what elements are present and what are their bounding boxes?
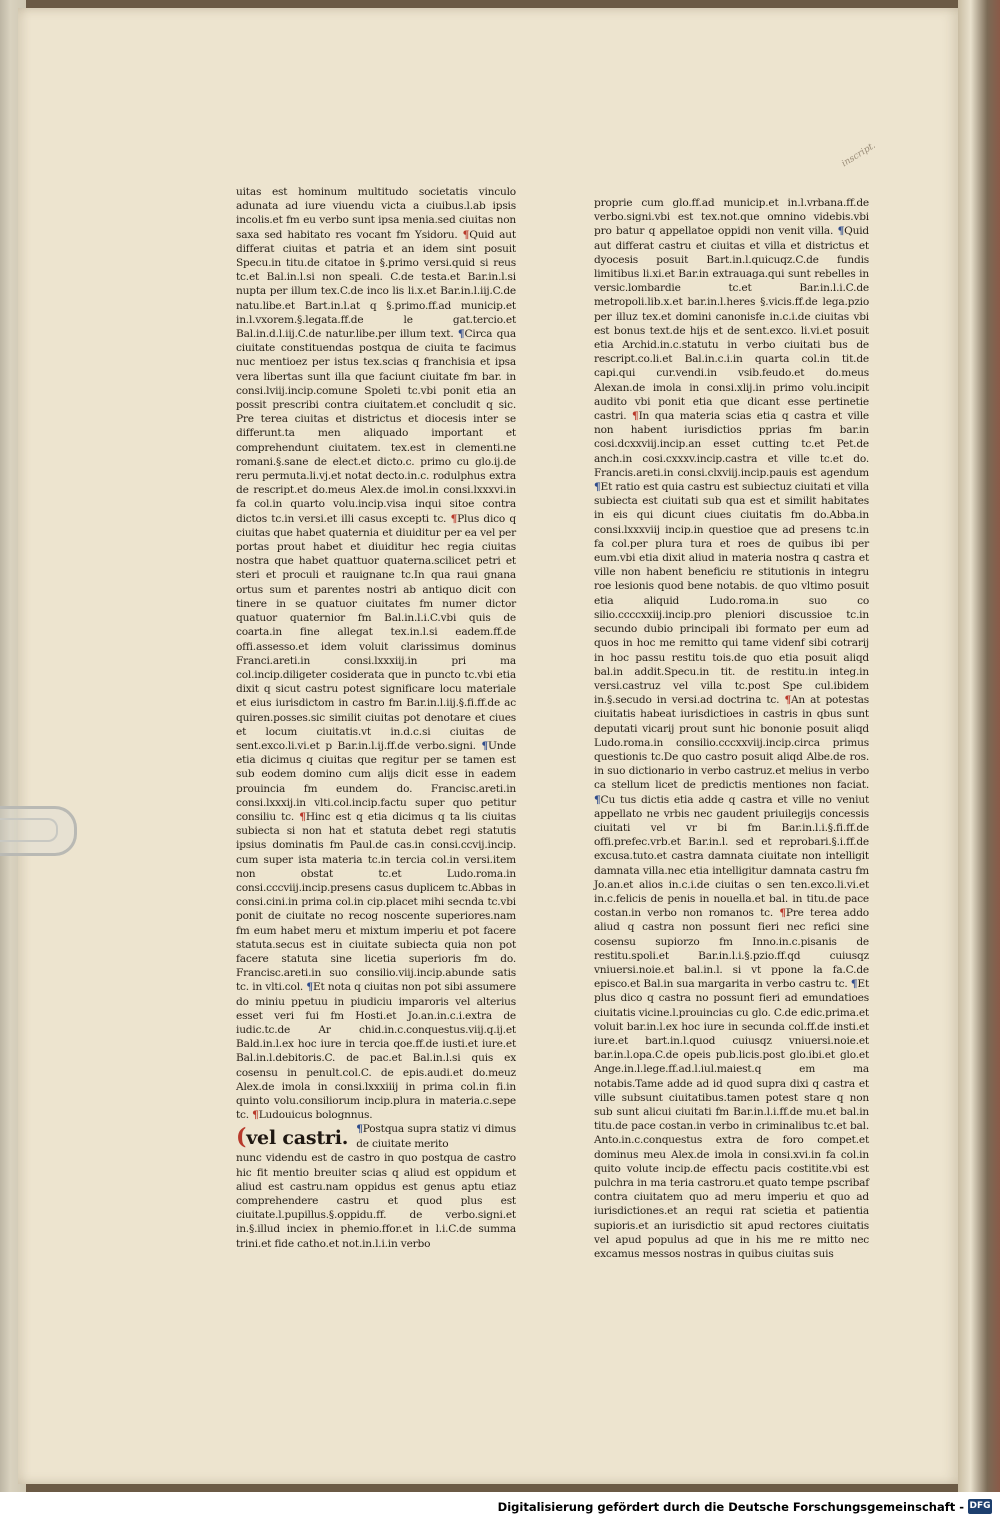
- lemma-heading: [236, 1124, 348, 1151]
- left-para-1: uitas est hominum multitudo societatis vinculo adunata ad iure viuendu victa a ciuibus.l.ab ipsis incolis.et fm eu verbo sunt ipsa menia.sed ciuitas non saxa sed habitato res vocant fm Ysidoru.: [236, 186, 516, 241]
- paragraph-mark-red: ¶: [252, 1109, 259, 1122]
- left-para-4: Unde etia dicimus q ciuitas que regitur per se tamen est sub eodem domino cum alijs dicit esse in eadem prouincia fm eundem do. Francisc.areti.in consi.lxxxij.in vlti.col.incip.factu super quo petitur consiliu tc.: [236, 739, 516, 823]
- right-para-7: Pre terea addo aliud q castra non possunt fieri nec refici sine cosensu supiorzo fm Inno.in.c.pisanis de restitu.spoli.et Bar.in.l.i.§.pzio.ff.qd cuiusqz vniuersi.noie.et bal.in.l. si vt ppone la fa.C.de episco.et Bal.in sua margarita in verbo castru tc.: [594, 907, 869, 991]
- left-para-6: Et nota q ciuitas non pot sibi assumere do miniu ppetuu in piudiciu imparoris vel alterius esset veri fui fm Hosti.et Jo.an.in.c.i.extra de iudic.tc.de Ar chid.in.c.conquestus.viij.q.ij.et Bald.in.l.ex hoc iure in tercia qoe.ff.de iusti.et iure.et Bal.in.l.debitoris.C. de pac.et Bal.in.l.si quis ex cosensu in penult.col.C. de epis.audi.et do.meuz Alex.de imola in consi.lxxxiiij in prima col.in fi.in quinto volu.consiliorum incip.plura in materia.c.sepe tc.: [236, 981, 516, 1122]
- dfg-logo: DFG: [968, 1499, 992, 1514]
- book-spine: [958, 0, 1000, 1492]
- right-text-column: [594, 196, 869, 1261]
- paragraph-mark-red: ¶: [632, 410, 639, 423]
- paragraph-mark-red: ¶: [462, 228, 470, 241]
- lemma-continuation-text: Postqua supra statiz vi dimus de ciuitate merito: [356, 1123, 516, 1150]
- paragraph-mark-red: ¶: [779, 907, 786, 920]
- left-para-6-tail: Ludouicus bolognnus.: [258, 1109, 373, 1122]
- right-para-3: In qua materia scias etia q castra et ville non habent iurisdictios pprias fm bar.in cosi.dcxxviij.incip.an esset cutting tc.et Pet.de anch.in cosi.cxxxv.incip.castra et ville tc.et do. Francis.areti.in consi.clxviij.incip.pauis est agendum: [594, 410, 869, 479]
- lemma-row: [236, 1122, 516, 1151]
- paragraph-mark-red: ¶: [299, 810, 306, 823]
- marginal-note: inscript.: [840, 140, 878, 170]
- paragraph-mark-blue: ¶: [356, 1123, 363, 1136]
- footer-bar: [0, 1492, 1000, 1522]
- lemma-text: vel castri.: [246, 1127, 349, 1150]
- right-para-5: An at potestas ciuitatis habeat iurisdictioes in castris in qbus sunt deputati vicarij prout sunt hic bononie posuit aliqd Ludo.roma.in consilio.cccxxviij.incip.circa primus questionis tc.De quo castro posuit aliqd Albe.de ros. in suo dictionario in verbo castruz.et melius in verbo ca stellum licet de predictis mentiones non faciat.: [594, 694, 870, 792]
- lemma-mark: (: [236, 1124, 247, 1151]
- paper-clip-inner: [0, 818, 58, 842]
- paragraph-mark-blue: ¶: [837, 225, 845, 238]
- right-para-4: Et ratio est quia castru est subiectuz ciuitati et villa subiecta est ciuitati sub qua est et similit habitates in eis qui dicunt ciues ciuitatis fm do.Abba.in consi.lxxxviij incip.in questioe que ad presens tc.in fa col.per plura tura et roes de quibus ibi per eum.vbi etia dixit aliud in materia nostra q castra et ville non habent beneficiu re stitutionis in integru roe lesionis quod bene notabis. de quo vltimo posuit etia aliquid Ludo.roma.in suo co silio.ccccxxiij.incip.pro pleniori discussioe tc.in secundo dubio principali ibi formato per eum ad quos in hoc me remitto qui tame videnf sibi cotrarij in hoc passu restitu tois.de quo etia posuit aliqd bal.in addit.Specu.in tit. de restitu.in integ.in versi.castruz vel villa tc.post Spe cul.ibidem in.§.secudo in versi.ad doctrina tc.: [594, 481, 869, 707]
- lemma-continuation: [356, 1122, 516, 1150]
- paragraph-mark-blue: ¶: [457, 328, 465, 341]
- left-para-7: nunc videndu est de castro in quo postqua de castro hic fit mentio breuiter scias q aliud est oppidum et aliud est castru.nam oppidus est genus aptu etiaz comprehendere castru et quod plus est ciuitate.l.pupillus.§.oppidu.ff. de verbo.signi.et in.§.illud inciex in phemio.ffor.et in l.i.C.de summa trini.et fide catho.et not.in.l.i.in verbo: [236, 1152, 516, 1250]
- left-text-column: [236, 185, 516, 1251]
- left-para-2: Circa qua ciuitate constituendas postqua de ciuita te facimus nuc mentioez per istus tex.scias q franchisia et ipsa vera libertas sunt illa que faciunt ciuitate fm bar. in consi.lviij.incip.comune Spoleti tc.vbi ponit etia an possit prescribi contra ciuitatem.et concludit q sic. Pre terea ciuitas et districtus et diocesis inter se differunt.ta men aliquado important et comprehendunt ciuitatem. tex.est in clementi.ne romani.§.sane de elect.et dicto.c. primo cu glo.ij.de reru permuta.li.vj.et notat decto.in.c. rodulphus extra de rescript.et do.meus Alex.de imol.in consi.lxxxvi.in fa col.in quarto volu.incip.visa inqui sitoe contra dictos tc.in versi.et illi casus excepti tc.: [236, 328, 517, 525]
- paragraph-mark-blue: ¶: [481, 739, 488, 752]
- funding-credit: Digitalisierung gefördert durch die Deutsche Forschungsgemeinschaft -: [497, 1500, 964, 1514]
- left-para-1-rest: Quid aut differat ciuitas et patria et an idem sint posuit Specu.in titu.de citatoe in §.primo versi.quid si reus tc.et Bal.in.l.si non speali. C.de testa.et Bar.in.l.si nupta per illum tex.C.de inco lis li.x.et Bar.in.l.iij.C.de natu.libe.et Bart.in.l.at q §.primo.ff.ad municip.et in.l.vxorem.§.legata.ff.de le gat.tercio.et Bal.in.d.l.iij.C.de natur.libe.per illum text.: [236, 228, 516, 341]
- right-para-2: Quid aut differat castru et ciuitas et villa et districtus et dyocesis posuit Bart.in.l.quicuqz.C.de fundis limitibus li.xi.et Bar.in extrauaga.qui sunt rebelles in versic.lombardie tc.et Bar.in.l.i.C.de metropoli.lib.x.et bar.in.l.heres §.vicis.ff.de lega.pzio per illuz tex.et domini canonisfe in.c.i.de ciuitas vbi est bonus text.de hijs et de sent.exco. li.vi.et posuit etia Archid.in.c.statutu in verbo ciuitati bus de rescript.co.li.et Bal.in.c.i.in quarta col.in tit.de capi.qui cur.vendi.in vsib.feudo.et do.meus Alexan.de imola in consi.xlij.in primo volu.incipit audito vbi ponit etia que dicant esse pertinetie castri.: [594, 225, 870, 423]
- paragraph-mark-blue: ¶: [594, 481, 601, 494]
- paragraph-mark-blue: ¶: [306, 981, 313, 994]
- right-para-8: Et plus dico q castra no possunt fieri ad emundatioes ciuitatis vicine.l.prouincias cu glo. C.de edic.prima.et voluit bar.in.l.ex hoc iure in secunda col.ff.de insti.et iure.et bart.in.l.quod cuiusqz vniuersi.noie.et bar.in.l.opa.C.de opeis pub.licis.post glo.ibi.et glo.et Ange.in.l.lege.ff.ad.l.iul.maiest.q em ma notabis.Tame adde ad id quod supra dixi q castra et ville subsunt ciuitatibus.tamen potest stare q non sub sunt alicui ciuitati fm Bar.in.l.i.ff.de mu.et bal.in titu.de pace costan.in verbo in criminalibus tc.et bal. Anto.in.c.conquestus extra de foro compet.et dominus meu Alex.de imola in consi.xvi.in fa col.in quito volute incip.de effectu pacis costitite.vbi est pulchra in ma teria castroru.et quato tempe pscribaf contra ciuitatem quo ad meru imperiu et quo ad iurisdictiones.et an requi rat scietia et patientia supioris.et an iurisdictio sit apud rectores ciuitatis vel apud populus ad que in his me re mitto nec excamus messos nostras in quibus ciuitas suis: [594, 978, 870, 1261]
- left-para-3: Plus dico q ciuitas que habet quaternia et diuiditur per ea vel per portas prout habet et diuiditur hec regia ciuitas nostra que habet quattuor quaterna.scilicet petri et steri et proculi et rauignane tc.In qua raui gnana ortus sum et parentes nostri ab antiquo dicit con tinere in se quatuor ciuitates fm numer dictor quatuor quaternior fm Bal.in.l.i.C.vbi quis de coarta.in fine allegat tex.in.l.si eadem.ff.de offi.assesso.et idem voluit clarissimus dominus Franci.areti.in consi.lxxxiij.in pri ma col.incip.diligeter cosiderata que in puncto tc.vbi etia dixit q sicut castru potest significare locu materiale et eius iurisdictom in castro fm Bar.in.l.iij.§.fi.ff.de ac quiren.posses.sic similit ciuitas pot denotare et ciues et locum ciuitatis.vt in.d.c.si ciuitas de sent.exco.li.vi.et p Bar.in.l.ij.ff.de verbo.signi.: [236, 512, 516, 752]
- left-para-5: Hinc est q etia dicimus q ta lis ciuitas subiecta si non hat et statuta debet regi statutis ipsius dominatis fm Paul.de cas.in consi.ccvij.incip. cum super ista materia tc.in tercia col.in versi.item non obstat tc.et Ludo.roma.in consi.cccviij.incip.presens casus duplicem tc.Abbas in consi.cini.in prima col.in cip.placet mihi secnda tc.vbi ponit de ciuitate no recog noscente superiores.nam fm eum habet meru et mixtum imperiu et pot facere statuta.secus est in ciuitate subiecta quia non pot facere statuta sine licetia superioris fm do. Francisc.areti.in suo consilio.viij.incip.abunde satis tc. in vlti.col.: [236, 810, 517, 994]
- paragraph-mark-red: ¶: [450, 512, 458, 525]
- paragraph-mark-red: ¶: [784, 694, 791, 707]
- right-para-6: Cu tus dictis etia adde q castra et ville no veniut appellato ne vrbis nec gaudent priuilegijs concessis ciuitati vel vr bi fm Bar.in.l.i.§.fi.ff.de offi.prefec.vrb.et Bar.in.l. sed et reprobari.§.i.ff.de excusa.tuto.et castra damnata ciuitate non intelligit damnata villa.nec etia intelligitur damnata castru fm Jo.an.et alios in.c.i.de ciuitas o sen ten.exco.li.vi.et in.c.felicis de penis in nouella.et bal. in titu.de pace costan.in verbo non romanos tc.: [594, 793, 869, 920]
- right-para-1: proprie cum glo.ff.ad municip.et in.l.vrbana.ff.de verbo.signi.vbi est tex.not.que omnino videbis.vbi pro batur q appellatoe oppidi non venit villa.: [594, 197, 869, 238]
- paragraph-mark-blue: ¶: [850, 978, 858, 991]
- paragraph-mark-blue: ¶: [594, 793, 601, 806]
